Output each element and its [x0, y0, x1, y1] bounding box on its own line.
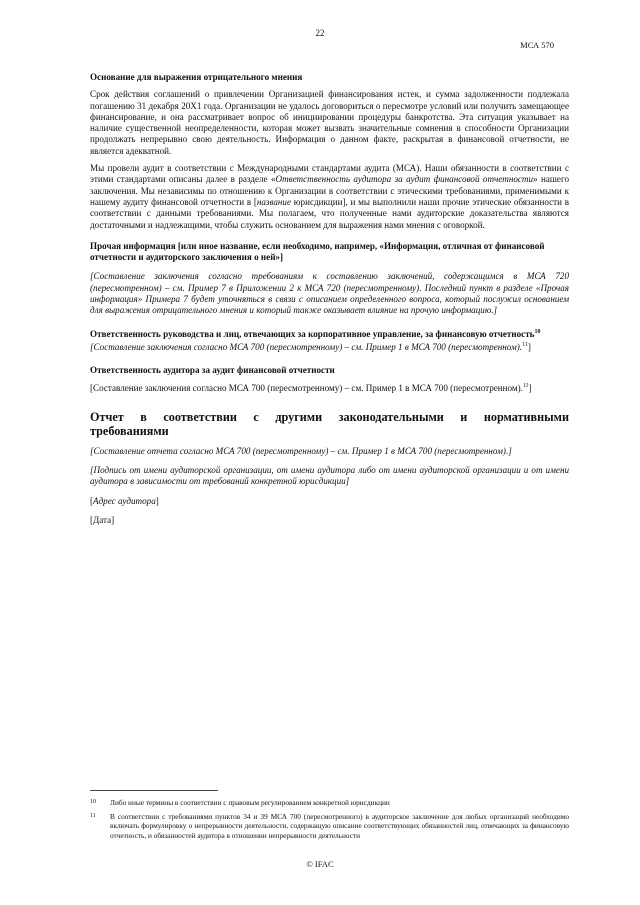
section-heading-basis: Основание для выражения отрицательного мнения	[90, 72, 303, 82]
copyright: © IFAC	[306, 859, 334, 869]
auditor-address-placeholder	[90, 496, 569, 507]
footnote-ref: 11	[522, 341, 528, 348]
text-run: [	[90, 495, 94, 506]
text-run: [Составление заключения согласно МСА 700 (пересмотренному) – см. Пример 1 в МСА 700 (пересмотренном).	[90, 382, 523, 393]
section-heading-management	[90, 329, 569, 340]
footnote-10	[90, 798, 569, 807]
basis-paragraph-2	[90, 163, 569, 231]
footnote-mark: 11	[90, 813, 96, 819]
footnote-11	[90, 812, 569, 840]
standard-label: МСА 570	[520, 40, 554, 50]
section-heading-other-info: Прочая информация [или иное название, если необходимо, например, «Информация, отличная от финансовой отчетности и аудиторского заключения о ней»]	[90, 240, 545, 263]
text-run: Мы провели аудит в соответствии с Международными стандартами аудита (МСА). Наши обязанности в соответствии с этими стандартами описаны далее в разделе «	[90, 163, 569, 185]
footnote-text: Либо иные термины в соответствии с правовым регулированием конкретной юрисдикции	[110, 798, 390, 807]
text-run: юрисдикции], и мы выполнили наши прочие этические обязанности в соответствии с данными требованиями. Мы полагаем, что полученные нами аудиторские доказательства являются достаточными и надлежащими, чтобы служить основанием для выражения нами мнения с оговоркой.	[90, 196, 570, 230]
signature-placeholder: [Подпись от имени аудиторской организации, от имени аудитора либо от имени аудиторской организации и от имени аудитора в зависимости от требований конкретной юрисдикции]	[90, 465, 569, 487]
footnote-mark: 10	[90, 799, 96, 805]
footnote-ref: 10	[534, 328, 541, 335]
italic-reference: Ответственность аудитора за аудит финансовой отчетности	[275, 174, 534, 185]
text-run: [Составление заключения согласно МСА 700 (пересмотренному) – см. Пример 1 в МСА 700 (пересмотренном).	[90, 341, 523, 352]
footnote-ref: 11	[522, 382, 529, 389]
heading-text: Ответственность руководства и лиц, отвечающих за корпоративное управление, за финансовую отчетность	[90, 328, 535, 339]
page-number: 22	[315, 28, 325, 38]
footnote-text: В соответствии с требованиями пунктов 34 и 39 МСА 700 (пересмотренного) в аудиторское заключение для любых организаций необходимо включать формулировку о непрерывности деятельности, содержащую описание соответствующих обязанностей лиц, отвечающих за финансовую отчетность, и обязанностей аудитора в отношении непрерывности деятельности	[110, 812, 569, 840]
basis-paragraph-1: Срок действия соглашений о привлечении Организацией финансирования истек, и сумма задолженности подлежала погашению 31 декабря 20Х1 года. Организации не удалось договориться о пересмотре условий или получить замещающее финансирование, и она рассматривает вопрос об инициировании процедуры банкротства. Эта ситуация указывает на наличие существенной неопределенности, которая может вызвать значительные сомнения в способности Организации продолжать непрерывно свою деятельность. Информация о данном факте, раскрытая в финансовой отчетности, не является адекватной.	[90, 89, 569, 156]
text-run: ]	[528, 382, 532, 393]
text-run: ]	[155, 495, 159, 506]
page-content	[90, 72, 569, 532]
date-placeholder: [Дата]	[90, 515, 115, 526]
management-paragraph	[90, 342, 569, 353]
text-run: ]	[527, 341, 531, 352]
footnote-rule	[90, 790, 218, 791]
other-info-paragraph: [Составление заключения согласно требованиям к составлению заключений, содержащимся в МСА 720 (пересмотренном) – см. Пример 7 в Приложении 2 к МСА 720 (пересмотренному). Последний пункт в разделе «Прочая информация» Примера 7 будет уточняться в связи с описанием определенного вопроса, который послужил основанием для выражения отрицательного мнения и который также оказывает влияние на прочую информацию.]	[90, 271, 569, 316]
text-run: » нашего заключения. Мы независимы по отношению к Организации в соответствии с этическими требованиями, применимыми к нашему аудиту финансовой отчетности в [	[90, 174, 569, 207]
other-requirements-paragraph: [Составление отчета согласно МСА 700 (пересмотренному) – см. Пример 1 в МСА 700 (пересмотренном).]	[90, 445, 512, 456]
auditor-paragraph	[90, 383, 569, 394]
section-heading-other-requirements: Отчет в соответствии с другими законодательными и нормативными требованиями	[90, 409, 569, 439]
italic-placeholder: Адрес аудитора	[93, 495, 156, 506]
italic-placeholder: название	[256, 196, 292, 207]
section-heading-auditor: Ответственность аудитора за аудит финансовой отчетности	[90, 365, 335, 376]
